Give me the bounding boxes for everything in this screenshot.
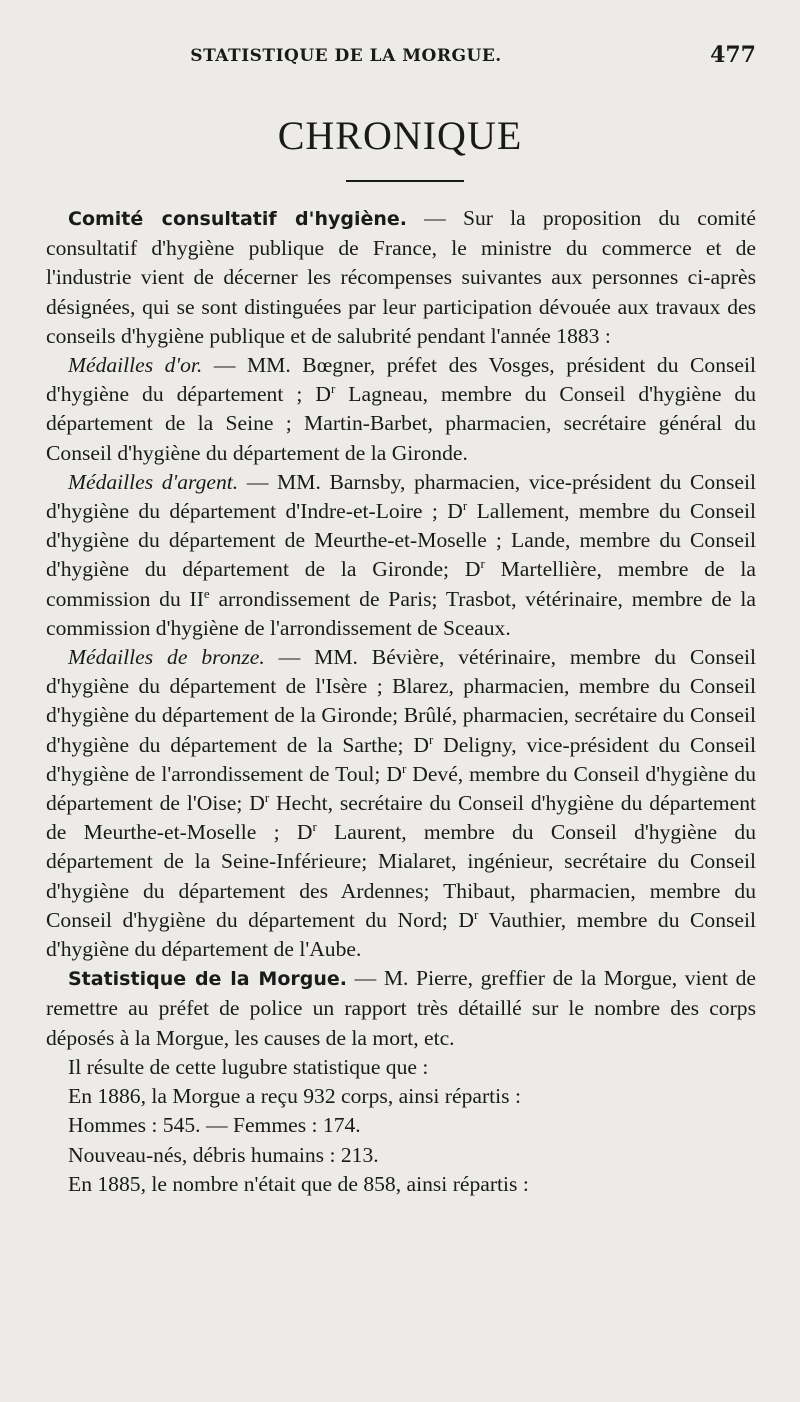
medailles-bronze-sup-3: r [264,789,270,805]
paragraph-morgue [46,964,756,1053]
medailles-bronze-sup-4: r [312,819,317,835]
morgue-line-5: En 1885, le nombre n'était que de 858, ainsi répartis : [68,1171,529,1196]
medailles-argent-label: Médailles d'argent. [68,469,239,494]
paragraph-comite [46,204,756,351]
morgue-text: — M. Pierre, greffier de la Morgue, vient de remettre au préfet de police un rapport très détaillé sur le nombre des corps déposés à la Morgue, les causes de la mort, etc. [46,966,756,1050]
page-number: 477 [710,42,756,68]
morgue-line-2: En 1886, la Morgue a reçu 932 corps, ainsi répartis : [68,1084,521,1109]
medailles-bronze-text-4: Hecht, secrétaire du Conseil d'hygiène du département de Meurthe-et-Moselle ; D [46,791,756,845]
section-title: CHRONIQUE [277,113,523,158]
comite-text: — Sur la proposition du comité consultatif d'hygiène publique de France, le ministre du commerce et de l'industrie vient de décerner les récompenses suivantes aux personnes ci-après désignées, qui se sont distinguées par leur participation dévouée aux travaux des conseils d'hygiène publique et de salubrité pendant l'année 1883 : [46,206,757,348]
medailles-argent-sup-1: r [462,497,468,513]
medailles-or-text-2: Lagneau, membre du Conseil d'hygiène du département de la Seine ; Martin-Barbet, pharmacien, secrétaire général du Conseil d'hygiène du département de la Gironde. [46,382,756,465]
medailles-bronze-sup-2: r [401,760,407,776]
medailles-bronze-label: Médailles de bronze. [68,645,265,670]
running-header [46,42,756,72]
medailles-or-text-1: — MM. Bœgner, préfet des Vosges, président du Conseil d'hygiène du département ; D [46,353,757,407]
title-rule [346,180,464,182]
medailles-or-label: Médailles d'or. [68,353,203,378]
medailles-bronze-text-5: Laurent, membre du Conseil d'hygiène du département de la Seine-Inférieure; Mialaret, ingénieur, secrétaire du Conseil d'hygiène du département des Ardennes; Thibaut, pharmacien, membre du Conseil d'hygiène du département du Nord; D [46,820,756,932]
medailles-argent-sup-2: r [480,556,485,572]
medailles-bronze-text-2: Deligny, vice-président du Conseil d'hygiène de l'arrondissement de Toul; D [46,732,756,786]
medailles-argent-sup-3: e [203,585,210,601]
paragraph-medailles-argent [46,468,756,643]
medailles-argent-text-1: — MM. Barnsby, pharmacien, vice-président du Conseil d'hygiène du département d'Indre-et-Loire ; D [46,469,756,524]
medailles-bronze-sup-1: r [428,731,434,747]
medailles-bronze-text-3: Devé, membre du Conseil d'hygiène du département de l'Oise; D [46,761,757,816]
medailles-bronze-text-6: Vauthier, membre du Conseil d'hygiène du département de l'Aube. [46,907,756,962]
paragraph-medailles-or [46,351,756,468]
morgue-line-4: Nouveau-nés, débris humains : 213. [68,1142,379,1167]
medailles-bronze-text-1: — MM. Bévière, vétérinaire, membre du Conseil d'hygiène du département de l'Isère ; Blarez, pharmacien, membre du Conseil d'hygiène du département de la Gironde; Brûlé, pharmacien, secrétaire du Conseil d'hygiène du département de la Sarthe; D [46,645,756,757]
medailles-argent-text-3: Martellière, membre de la commission du II [46,557,757,611]
paragraph-medailles-bronze [46,643,756,964]
morgue-line-1: Il résulte de cette lugubre statistique que : [68,1054,429,1079]
body-text [46,204,756,1199]
morgue-heading: Statistique de la Morgue. [68,968,347,991]
morgue-line-3: Hommes : 545. — Femmes : 174. [68,1113,361,1138]
medailles-or-sup-1: r [330,381,336,397]
running-title: STATISTIQUE DE LA MORGUE. [190,46,502,66]
comite-heading: Comité consultatif d'hygiène. [68,208,407,230]
medailles-argent-text-4: arrondissement de Paris; Trasbot, vétérinaire, membre de la commission d'hygiène de l'arrondissement de Sceaux. [46,586,756,640]
medailles-bronze-sup-5: r [473,906,479,922]
medailles-argent-text-2: Lallement, membre du Conseil d'hygiène du département de Meurthe-et-Moselle ; Lande, membre du Conseil d'hygiène du département de la Gironde; D [46,499,756,582]
